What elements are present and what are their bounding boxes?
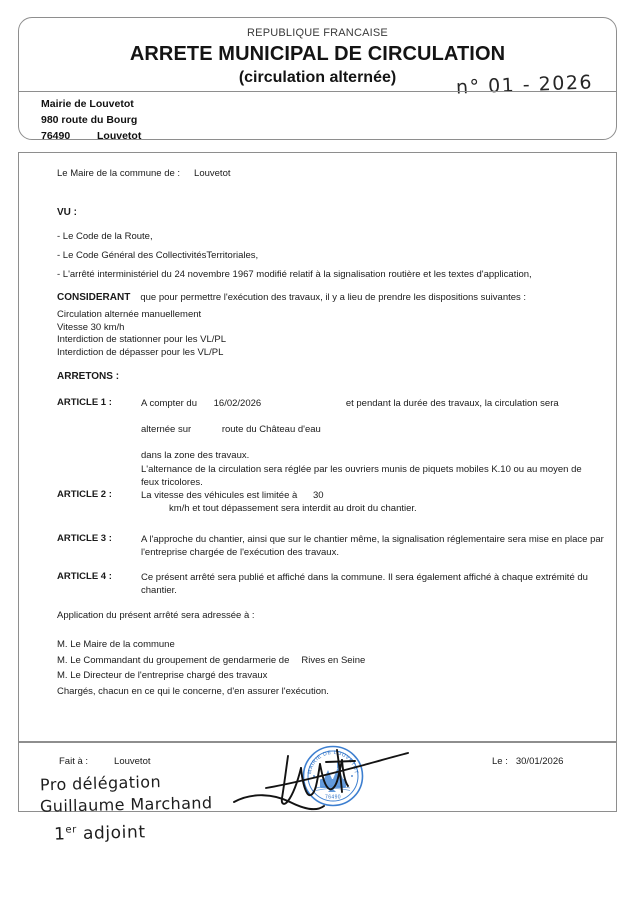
disposition-item: Circulation alternée manuellement <box>57 309 202 320</box>
fait-a-row <box>59 756 151 767</box>
address-city: Louvetot <box>97 130 142 142</box>
recipient-item: M. Le Maire de la commune <box>57 639 175 650</box>
header-divider <box>19 91 616 92</box>
recipient-item: Chargés, chacun en ce qui le concerne, d'en assurer l'exécution. <box>57 685 329 697</box>
vu-heading: VU : <box>57 207 77 218</box>
handwritten-line-3 <box>54 816 213 846</box>
handwritten-delegation-block <box>40 772 212 844</box>
handwritten-line-3-prefix: 1 <box>53 824 66 845</box>
address-line-2: 980 route du Bourg <box>41 114 138 126</box>
svg-text:MAIRIE DE LOUVETOT: MAIRIE DE LOUVETOT <box>307 749 359 775</box>
article-4 <box>57 571 597 597</box>
article-2-text-b: km/h et tout dépassement sera interdit au droit du chantier. <box>169 503 417 514</box>
vu-item: - L'arrêté interministériel du 24 novembre 1967 modifié relatif à la signalisation routière et les textes d'application, <box>57 269 532 280</box>
recipient-item: M. Le Directeur de l'entreprise chargé des travaux <box>57 670 268 681</box>
page-title: ARRETE MUNICIPAL DE CIRCULATION <box>129 43 506 65</box>
disposition-item: Interdiction de dépasser pour les VL/PL <box>57 346 224 358</box>
address-zip: 76490 <box>41 130 71 142</box>
article-1-text-a: A compter du <box>141 398 197 409</box>
article-2-label: ARTICLE 2 : <box>57 489 112 500</box>
maire-commune-value: Louvetot <box>194 168 231 179</box>
article-2-text-a: La vitesse des véhicules est limitée à <box>141 490 298 501</box>
handwritten-line-2: Guillaume Marchand <box>39 793 213 816</box>
article-1-text-d: dans la zone des travaux. <box>141 450 250 461</box>
article-2-speed-value: 30 <box>312 490 324 501</box>
article-2-line-1 <box>141 489 601 515</box>
fait-a-value: Louvetot <box>114 756 151 767</box>
article-2-body <box>141 489 597 515</box>
fait-a-label: Fait à : <box>59 756 89 767</box>
dispositions-list <box>57 309 226 359</box>
article-3-label: ARTICLE 3 : <box>57 533 112 544</box>
maire-commune-row <box>57 167 231 180</box>
vu-item: - Le Code Général des CollectivitésTerritoriales, <box>57 250 259 261</box>
article-1-text-e: L'alternance de la circulation sera réglée par les ouvriers munis de piquets mobiles K.10 ou au moyen de feux tricolores. <box>141 464 582 488</box>
gendarmerie-label: M. Le Commandant du groupement de gendarmerie de <box>57 654 290 666</box>
le-date-value: 30/01/2026 <box>515 756 564 767</box>
considerant-label: CONSIDERANT <box>57 292 131 303</box>
article-1-text-b: et pendant la durée des travaux, la circulation sera <box>345 398 559 409</box>
recipient-item-gendarmerie <box>57 653 365 669</box>
article-4-label: ARTICLE 4 : <box>57 571 112 582</box>
article-1-label: ARTICLE 1 : <box>57 397 112 408</box>
considerant-text: que pour permettre l'exécution des travaux, il y a lieu de prendre les dispositions suivantes : <box>140 292 527 303</box>
article-1-line-1 <box>141 397 597 410</box>
mairie-address-block <box>41 96 141 144</box>
article-3 <box>57 533 604 559</box>
article-1-body <box>141 397 597 489</box>
republique-line: REPUBLIQUE FRANCAISE <box>247 27 388 39</box>
article-1 <box>57 397 597 489</box>
disposition-item: Vitesse 30 km/h <box>57 321 125 333</box>
le-date-row <box>492 756 563 767</box>
address-line-3 <box>41 128 141 144</box>
considerant-row <box>57 291 526 304</box>
maire-commune-label: Le Maire de la commune de : <box>57 168 181 179</box>
body-box <box>18 152 617 742</box>
recipients-list <box>57 637 365 699</box>
handwritten-line-3-rest: adjoint <box>76 822 146 845</box>
vu-item: - Le Code de la Route, <box>57 231 153 242</box>
article-2 <box>57 489 597 515</box>
handwritten-arrete-number: n° 01 - 2026 <box>455 71 594 99</box>
article-1-road-value: route du Château d'eau <box>221 424 321 435</box>
article-1-line-2 <box>141 423 597 436</box>
application-text: Application du présent arrêté sera adressée à : <box>57 610 255 621</box>
handwritten-line-1: Pro délégation <box>39 772 162 795</box>
svg-text:76490: 76490 <box>325 794 341 801</box>
article-1-text-c: alternée sur <box>141 424 192 435</box>
article-4-text: Ce présent arrêté sera publié et affiché dans la commune. Il sera également affiché à chaque extrémité du chantier. <box>141 572 588 596</box>
address-line-1: Mairie de Louvetot <box>41 98 134 110</box>
arretons-heading: ARRETONS : <box>57 371 120 382</box>
gendarmerie-value: Rives en Seine <box>301 654 366 666</box>
page-subtitle: (circulation alternée) <box>238 69 397 86</box>
le-date-label: Le : <box>492 756 508 767</box>
vu-list <box>57 227 532 284</box>
article-1-date-value: 16/02/2026 <box>213 398 262 409</box>
article-3-text: A l'approche du chantier, ainsi que sur le chantier même, la signalisation réglementaire sera mise en place par l'entreprise chargée de l'exécution des travaux. <box>141 534 604 558</box>
header-box <box>18 17 617 140</box>
handwritten-line-3-sup: er <box>65 824 77 836</box>
disposition-item: Interdiction de stationner pour les VL/PL <box>57 334 226 345</box>
